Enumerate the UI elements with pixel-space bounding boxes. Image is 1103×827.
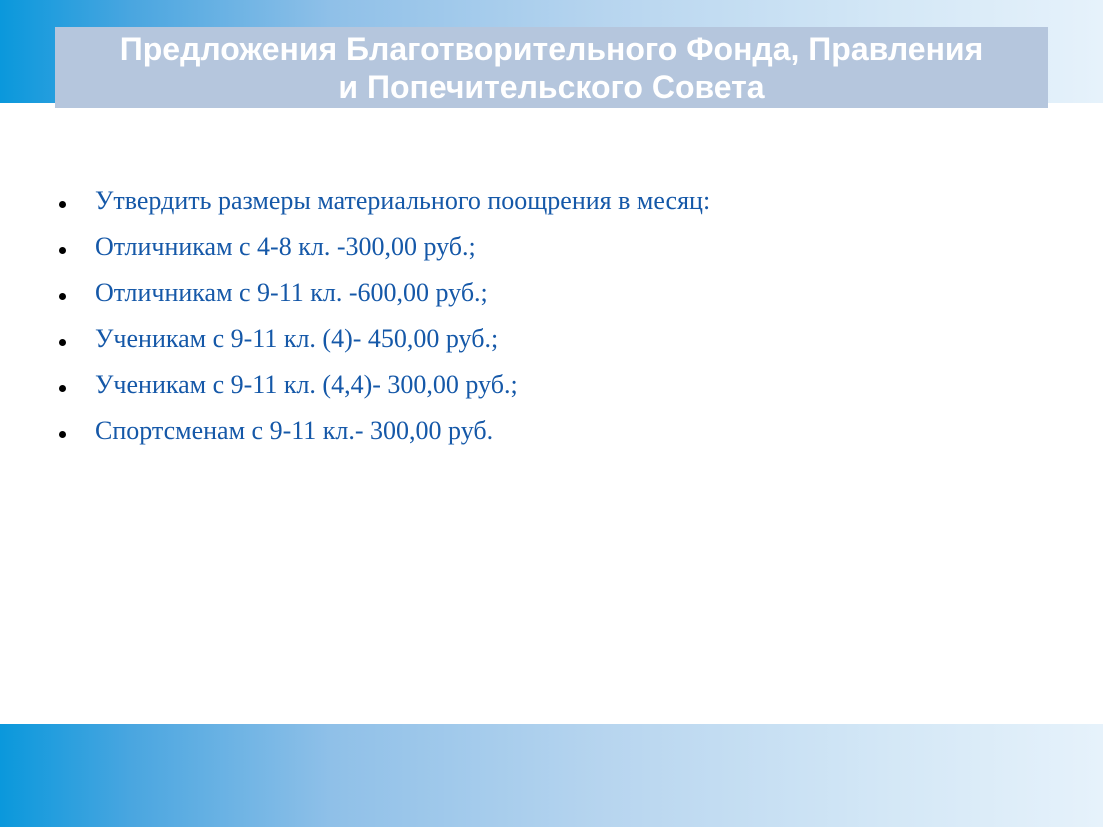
slide-title: Предложения Благотворительного Фонда, Правления и Попечительского Совета [119,30,984,105]
bullet-text: Утвердить размеры материального поощрения в месяц: [95,186,711,215]
bullet-dot-icon [59,385,66,392]
bullet-dot-icon [59,293,66,300]
bullet-item [55,178,1055,224]
bullet-text: Ученикам с 9-11 кл. (4)- 450,00 руб.; [95,324,499,353]
bullet-item [55,270,1055,316]
bullet-dot-icon [59,247,66,254]
title-box [55,27,1048,108]
bullet-dot-icon [59,201,66,208]
bullet-dot-icon [59,431,66,438]
bullet-item [55,316,1055,362]
bullet-text: Отличникам с 4-8 кл. -300,00 руб.; [95,232,476,261]
bullet-text: Спортсменам с 9-11 кл.- 300,00 руб. [95,416,494,445]
bullet-dot-icon [59,339,66,346]
bullet-text: Ученикам с 9-11 кл. (4,4)- 300,00 руб.; [95,370,518,399]
bullet-item [55,408,1055,454]
bullet-text: Отличникам с 9-11 кл. -600,00 руб.; [95,278,488,307]
bullet-item [55,224,1055,270]
bullet-list [55,178,1055,454]
bullet-item [55,362,1055,408]
bottom-gradient-band [0,724,1103,827]
